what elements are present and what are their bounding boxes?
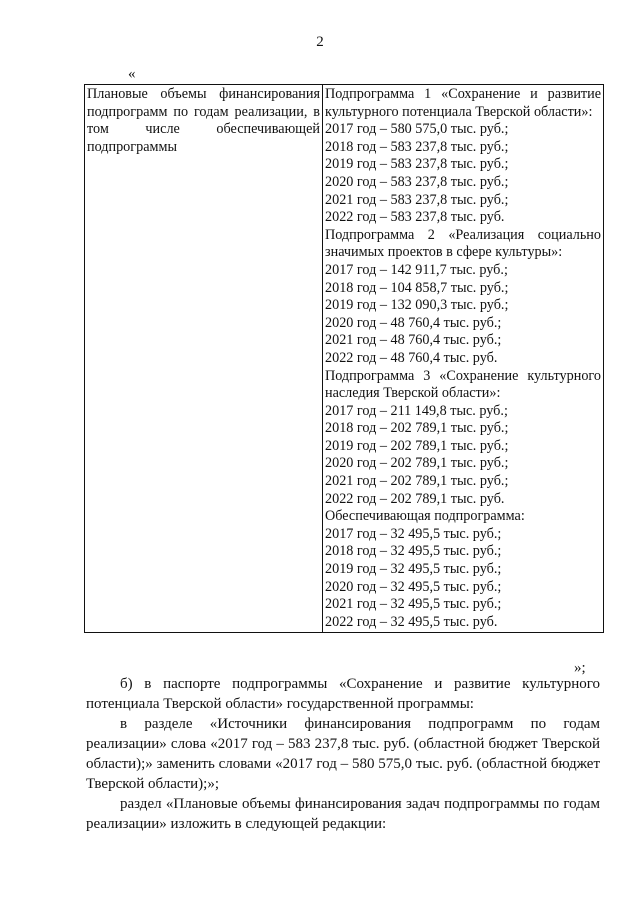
financing-table bbox=[84, 84, 604, 633]
year-line: 2021 год – 202 789,1 тыс. руб.; bbox=[325, 473, 509, 490]
page-number: 2 bbox=[316, 34, 324, 50]
year-line: 2017 год – 142 911,7 тыс. руб.; bbox=[325, 261, 508, 278]
year-line: 2022 год – 583 237,8 тыс. руб. bbox=[325, 209, 505, 226]
year-line: 2022 год – 48 760,4 тыс. руб. bbox=[325, 349, 498, 366]
program-title: Подпрограмма 3 «Сохранение культурного наследия Тверской области»: bbox=[325, 367, 601, 402]
program-block bbox=[325, 227, 601, 368]
year-line: 2021 год – 48 760,4 тыс. руб.; bbox=[325, 332, 502, 349]
program-title: Подпрограмма 1 «Сохранение и развитие культурного потенциала Тверской области»: bbox=[325, 86, 601, 120]
year-line: 2021 год – 583 237,8 тыс. руб.; bbox=[325, 191, 509, 208]
table-label-cell bbox=[85, 85, 323, 633]
year-line: 2018 год – 202 789,1 тыс. руб.; bbox=[325, 420, 509, 437]
year-line: 2021 год – 32 495,5 тыс. руб.; bbox=[325, 596, 502, 613]
program-block bbox=[325, 368, 601, 509]
paragraph: раздел «Плановые объемы финансирования задач подпрограммы по годам реализации» изложить в следующей редакции: bbox=[86, 796, 600, 832]
year-line: 2020 год – 32 495,5 тыс. руб.; bbox=[325, 578, 502, 595]
year-line: 2019 год – 202 789,1 тыс. руб.; bbox=[325, 437, 509, 454]
body-text bbox=[86, 674, 600, 834]
year-line: 2018 год – 32 495,5 тыс. руб.; bbox=[325, 543, 502, 560]
year-line: 2019 год – 132 090,3 тыс. руб.; bbox=[325, 297, 509, 314]
year-line: 2017 год – 580 575,0 тыс. руб.; bbox=[325, 121, 509, 138]
program-title: Подпрограмма 2 «Реализация социально значимых проектов в сфере культуры»: bbox=[325, 226, 601, 261]
year-line: 2020 год – 583 237,8 тыс. руб.; bbox=[325, 173, 509, 190]
year-line: 2020 год – 48 760,4 тыс. руб.; bbox=[325, 314, 502, 331]
program-block bbox=[325, 86, 601, 227]
year-line: 2017 год – 32 495,5 тыс. руб.; bbox=[325, 525, 502, 542]
year-line: 2017 год – 211 149,8 тыс. руб.; bbox=[325, 402, 508, 419]
year-line: 2018 год – 583 237,8 тыс. руб.; bbox=[325, 138, 509, 155]
paragraph: в разделе «Источники финансирования подпрограмм по годам реализации» слова «2017 год – 583 237,8 тыс. руб. (областной бюджет Тверской области);» заменить словами «2017 год – 580 575,0 тыс. руб. (областной бюджет Тверской области);»; bbox=[86, 716, 600, 792]
year-line: 2020 год – 202 789,1 тыс. руб.; bbox=[325, 455, 509, 472]
year-line: 2022 год – 32 495,5 тыс. руб. bbox=[325, 613, 498, 630]
program-title: Обеспечивающая подпрограмма: bbox=[325, 508, 525, 525]
open-quote: « bbox=[128, 66, 136, 82]
year-line: 2022 год – 202 789,1 тыс. руб. bbox=[325, 490, 505, 507]
table-value-cell bbox=[323, 85, 604, 633]
year-line: 2019 год – 583 237,8 тыс. руб.; bbox=[325, 156, 509, 173]
year-line: 2019 год – 32 495,5 тыс. руб.; bbox=[325, 561, 502, 578]
close-quote: »; bbox=[574, 660, 586, 676]
paragraph: б) в паспорте подпрограммы «Сохранение и развитие культурного потенциала Тверской области» государственной программы: bbox=[86, 676, 600, 712]
program-block bbox=[325, 508, 601, 631]
table-row bbox=[85, 85, 604, 633]
table-label: Плановые объемы финансирования подпрограмм по годам реализации, в том числе обеспечивающей подпрограммы bbox=[87, 86, 320, 155]
year-line: 2018 год – 104 858,7 тыс. руб.; bbox=[325, 279, 509, 296]
